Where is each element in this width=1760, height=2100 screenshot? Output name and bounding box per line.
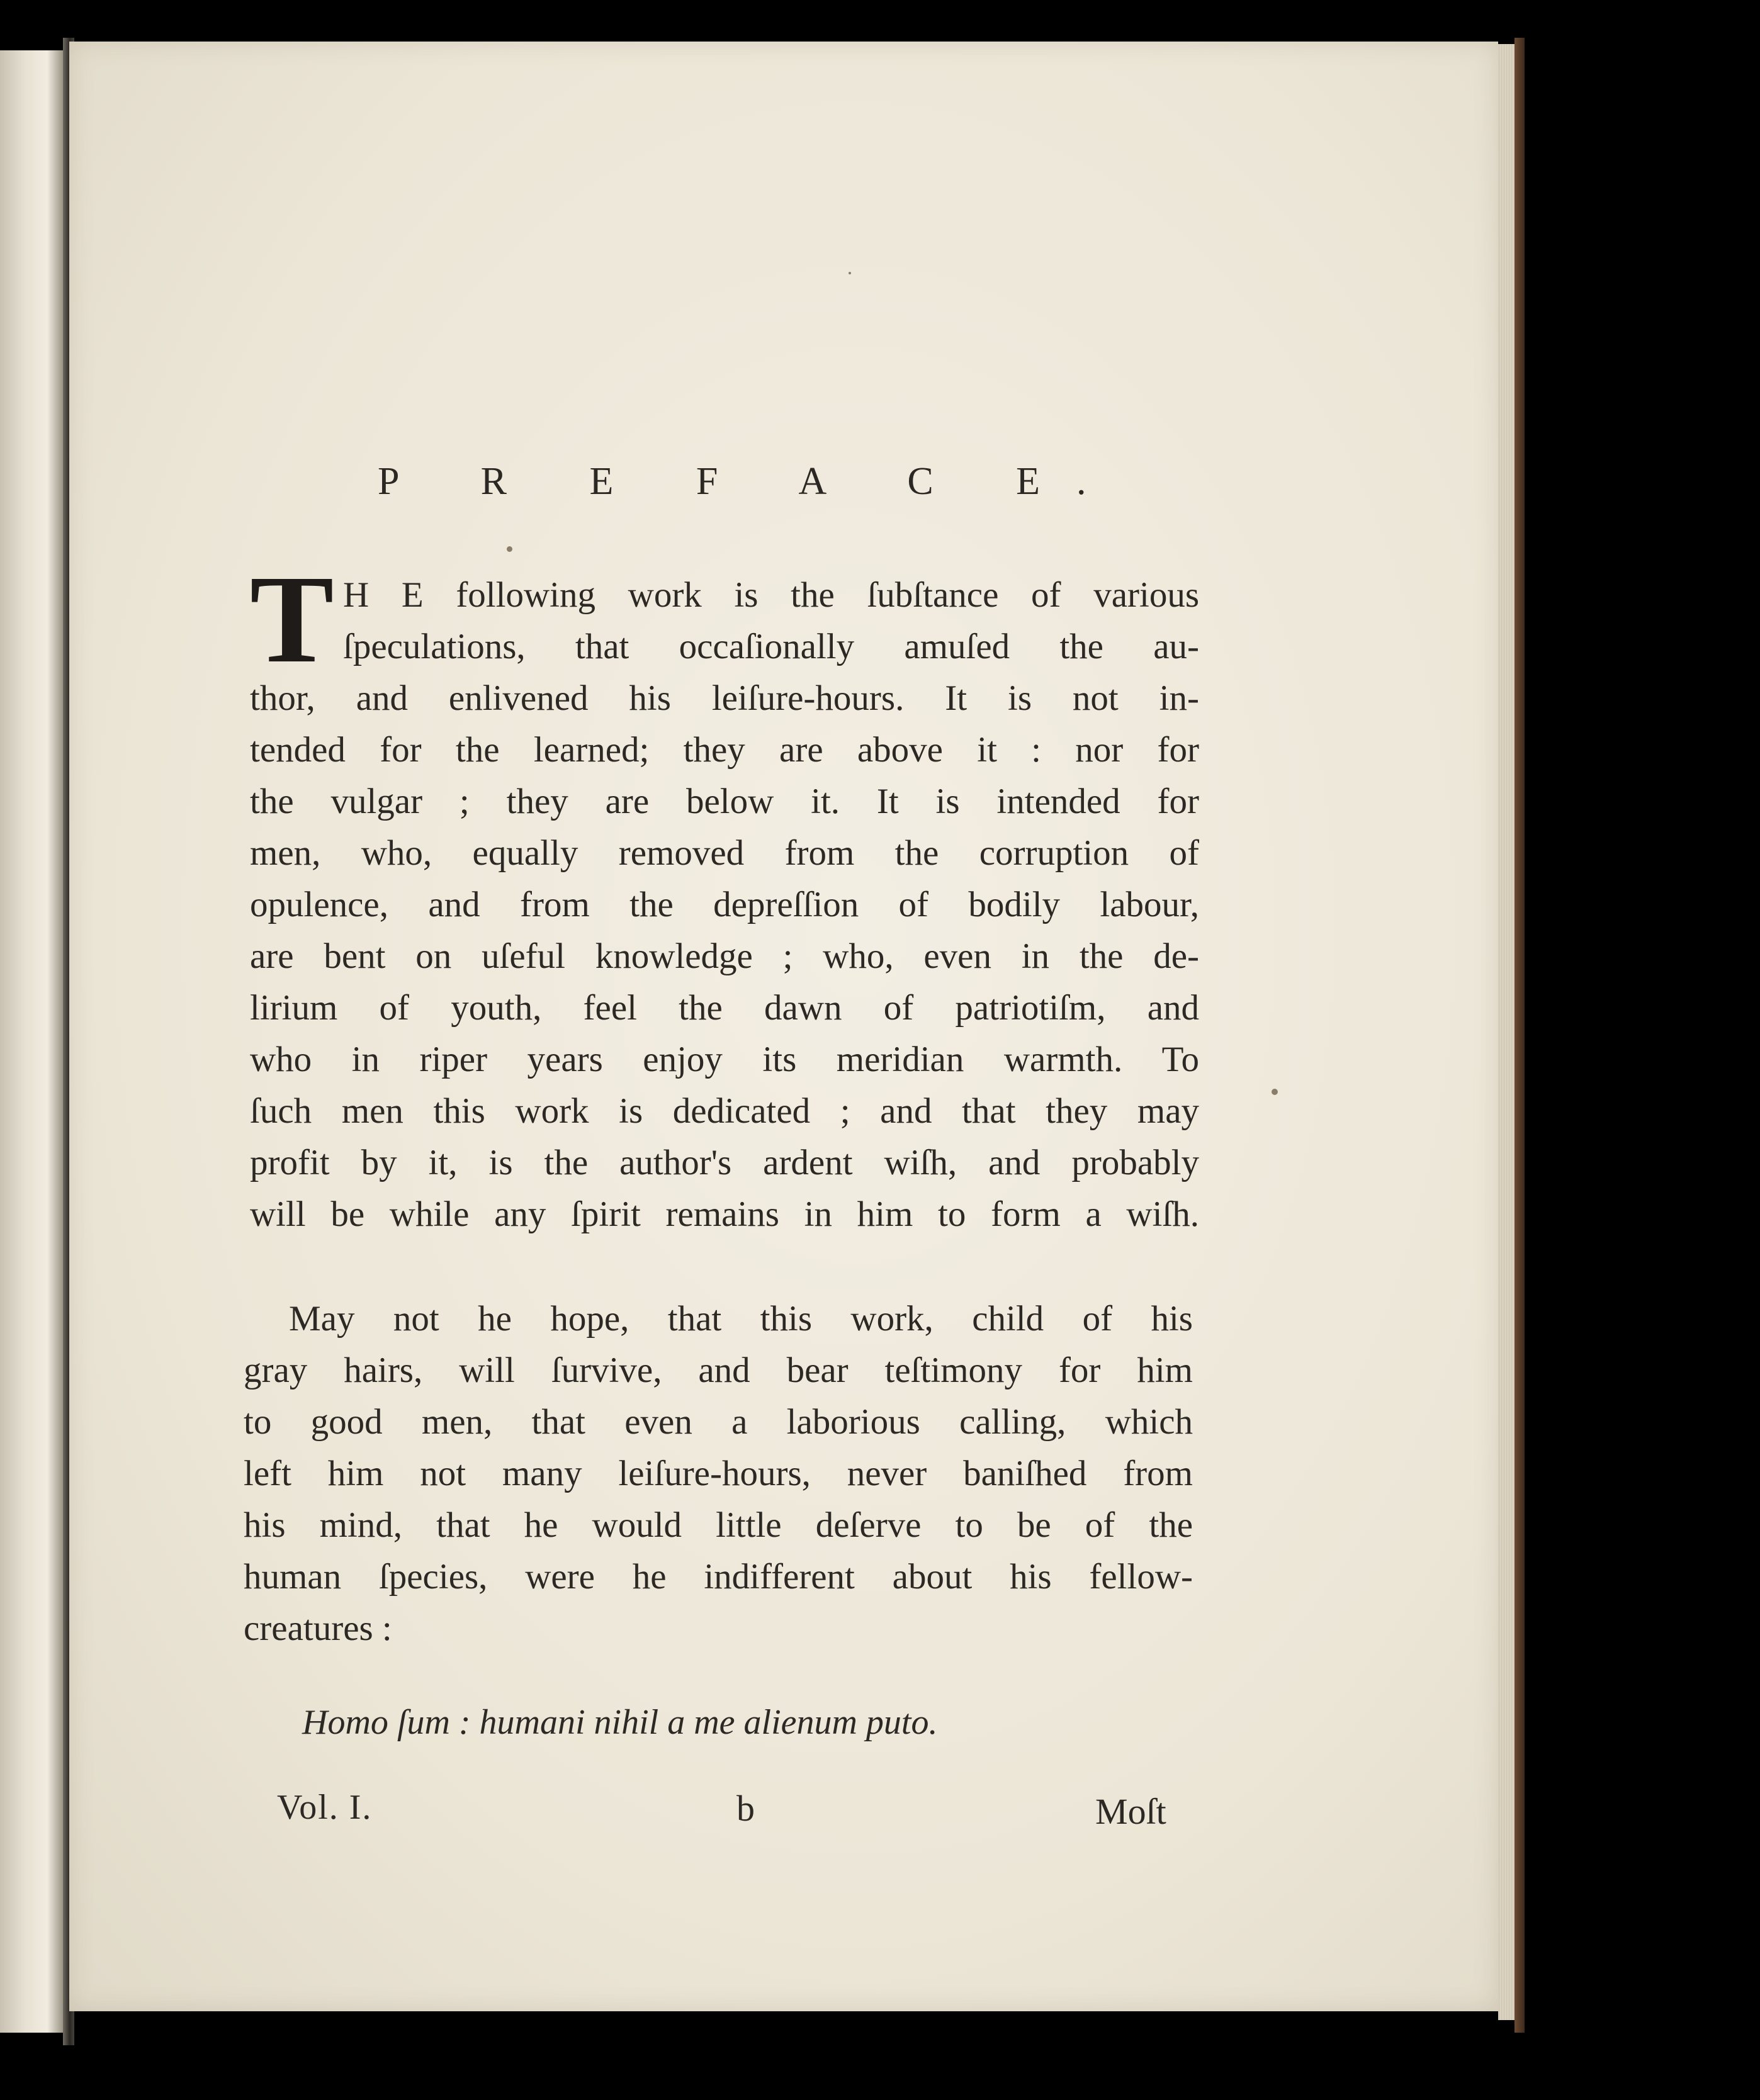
catchword: Moſt	[1095, 1791, 1166, 1832]
text-line: ſpeculations, that occaſionally amuſed the au-	[343, 627, 1199, 666]
text-line: profit by it, is the author's ardent wiſh, and probably	[250, 1143, 1199, 1182]
page-block-edge	[1498, 44, 1515, 2020]
text-line: opulence, and from the depreſſion of bodily labour,	[250, 885, 1199, 924]
text-line: his mind, that he would little deſerve to be of the	[244, 1505, 1193, 1545]
text-line: tended for the learned; they are above it : nor for	[250, 730, 1199, 770]
leather-cover-edge	[1515, 38, 1525, 2033]
text-line: left him not many leiſure-hours, never baniſhed from	[244, 1454, 1193, 1493]
drop-cap: T	[250, 550, 334, 689]
gathering-mark: b	[736, 1788, 755, 1829]
text-line: ſuch men this work is dedicated ; and that they may	[250, 1091, 1199, 1131]
paragraph-2	[244, 1293, 1193, 1654]
text-line: who in riper years enjoy its meridian warmth. To	[250, 1040, 1199, 1079]
text-line: May not he hope, that this work, child of his	[289, 1299, 1193, 1339]
paper-speck	[507, 546, 512, 552]
volume-signature: Vol. I.	[277, 1788, 373, 1827]
paragraph-1	[250, 570, 1199, 1240]
paper-speck	[849, 272, 851, 274]
text-line: gray hairs, will ſurvive, and bear teſtimony for him	[244, 1350, 1193, 1390]
text-line: men, who, equally removed from the corruption of	[250, 833, 1199, 873]
text-line: thor, and enlivened his leiſure-hours. It is not in-	[250, 678, 1199, 718]
text-line: the vulgar ; they are below it. It is intended for	[250, 782, 1199, 821]
text-line: will be while any ſpirit remains in him to form a wiſh.	[250, 1194, 1199, 1234]
text-line: to good men, that even a laborious calling, which	[244, 1402, 1193, 1442]
page-title: P R E F A C E.	[378, 460, 1123, 503]
text-line: H E following work is the ſubſtance of various	[343, 575, 1199, 615]
latin-quotation: Homo ſum : humani nihil a me alienum puto.	[302, 1703, 938, 1742]
facing-page-edge	[0, 50, 63, 2033]
text-line: are bent on uſeful knowledge ; who, even in the de-	[250, 936, 1199, 976]
text-line: human ſpecies, were he indifferent about his fellow-	[244, 1557, 1193, 1597]
text-line: lirium of youth, feel the dawn of patriotiſm, and	[250, 988, 1199, 1028]
paper-speck	[1272, 1089, 1278, 1095]
text-line: creatures :	[244, 1609, 392, 1648]
